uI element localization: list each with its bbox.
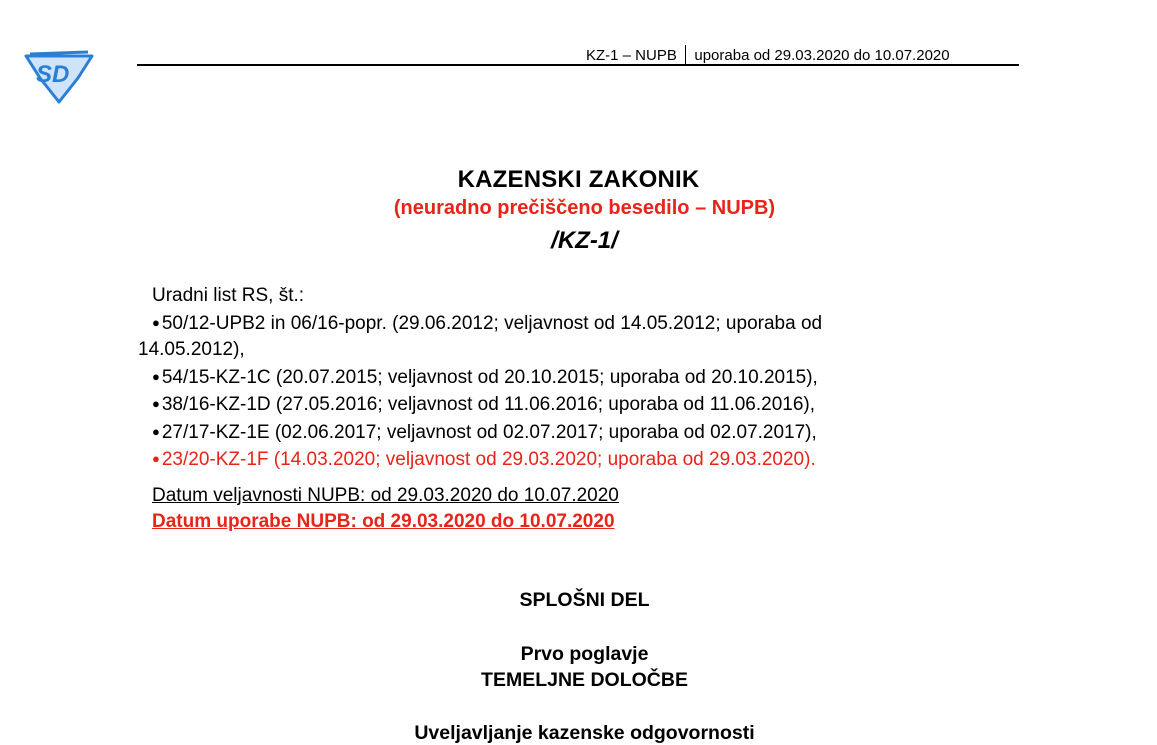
header-validity: uporaba od 29.03.2020 do 10.07.2020 [694,47,950,64]
chapter-title: TEMELJNE DOLOČBE [481,669,688,691]
header-separator [685,45,687,65]
nupb-dates [152,483,619,535]
gazette-item-continuation: 14.05.2012), [138,339,245,360]
gazette-item: ● 50/12-UPB2 in 06/16-popr. (29.06.2012; veljavnost od 14.05.2012; uporaba od [152,312,823,334]
document-abbreviation: /KZ-1/ [551,227,618,254]
gazette-item: ● 27/17-KZ-1E (02.06.2017; veljavnost od 02.07.2017; uporaba od 02.07.2017), [152,421,817,443]
bullet-icon: ● [152,396,160,411]
document-title: KAZENSKI ZAKONIK [457,166,700,193]
gazette-list [138,283,968,474]
article-title: Uveljavljanje kazenske odgovornosti [414,722,755,744]
doc-code: KZ-1 – NUPB [586,47,677,64]
part-heading: SPLOŠNI DEL [519,589,650,611]
gazette-item: ● 38/16-KZ-1D (27.05.2016; veljavnost od 11.06.2016; uporaba od 11.06.2016), [152,394,816,415]
gazette-item: ● 54/15-KZ-1C (20.07.2015; veljavnost od 20.10.2015; uporaba od 20.10.2015), [152,366,818,388]
svg-text:SD: SD [36,61,70,88]
application-date: Datum uporabe NUPB: od 29.03.2020 do 10.07.2020 [152,511,615,532]
bullet-icon: ● [152,314,160,330]
gazette-label: Uradni list RS, št.: [152,285,305,306]
sd-shield-logo-icon [22,46,96,104]
bullet-icon: ● [152,368,160,384]
gazette-item-current: ● 23/20-KZ-1F (14.03.2020; veljavnost od 29.03.2020; uporaba od 29.03.2020). [152,449,816,470]
running-header [586,45,950,65]
validity-date: Datum veljavnosti NUPB: od 29.03.2020 do 10.07.2020 [152,485,619,506]
chapter-heading: Prvo poglavje [520,643,649,665]
bullet-icon: ● [152,423,160,439]
bullet-icon: ● [152,451,160,466]
header-rule [137,64,1019,66]
document-subtitle: (neuradno prečiščeno besedilo – NUPB) [393,197,776,219]
